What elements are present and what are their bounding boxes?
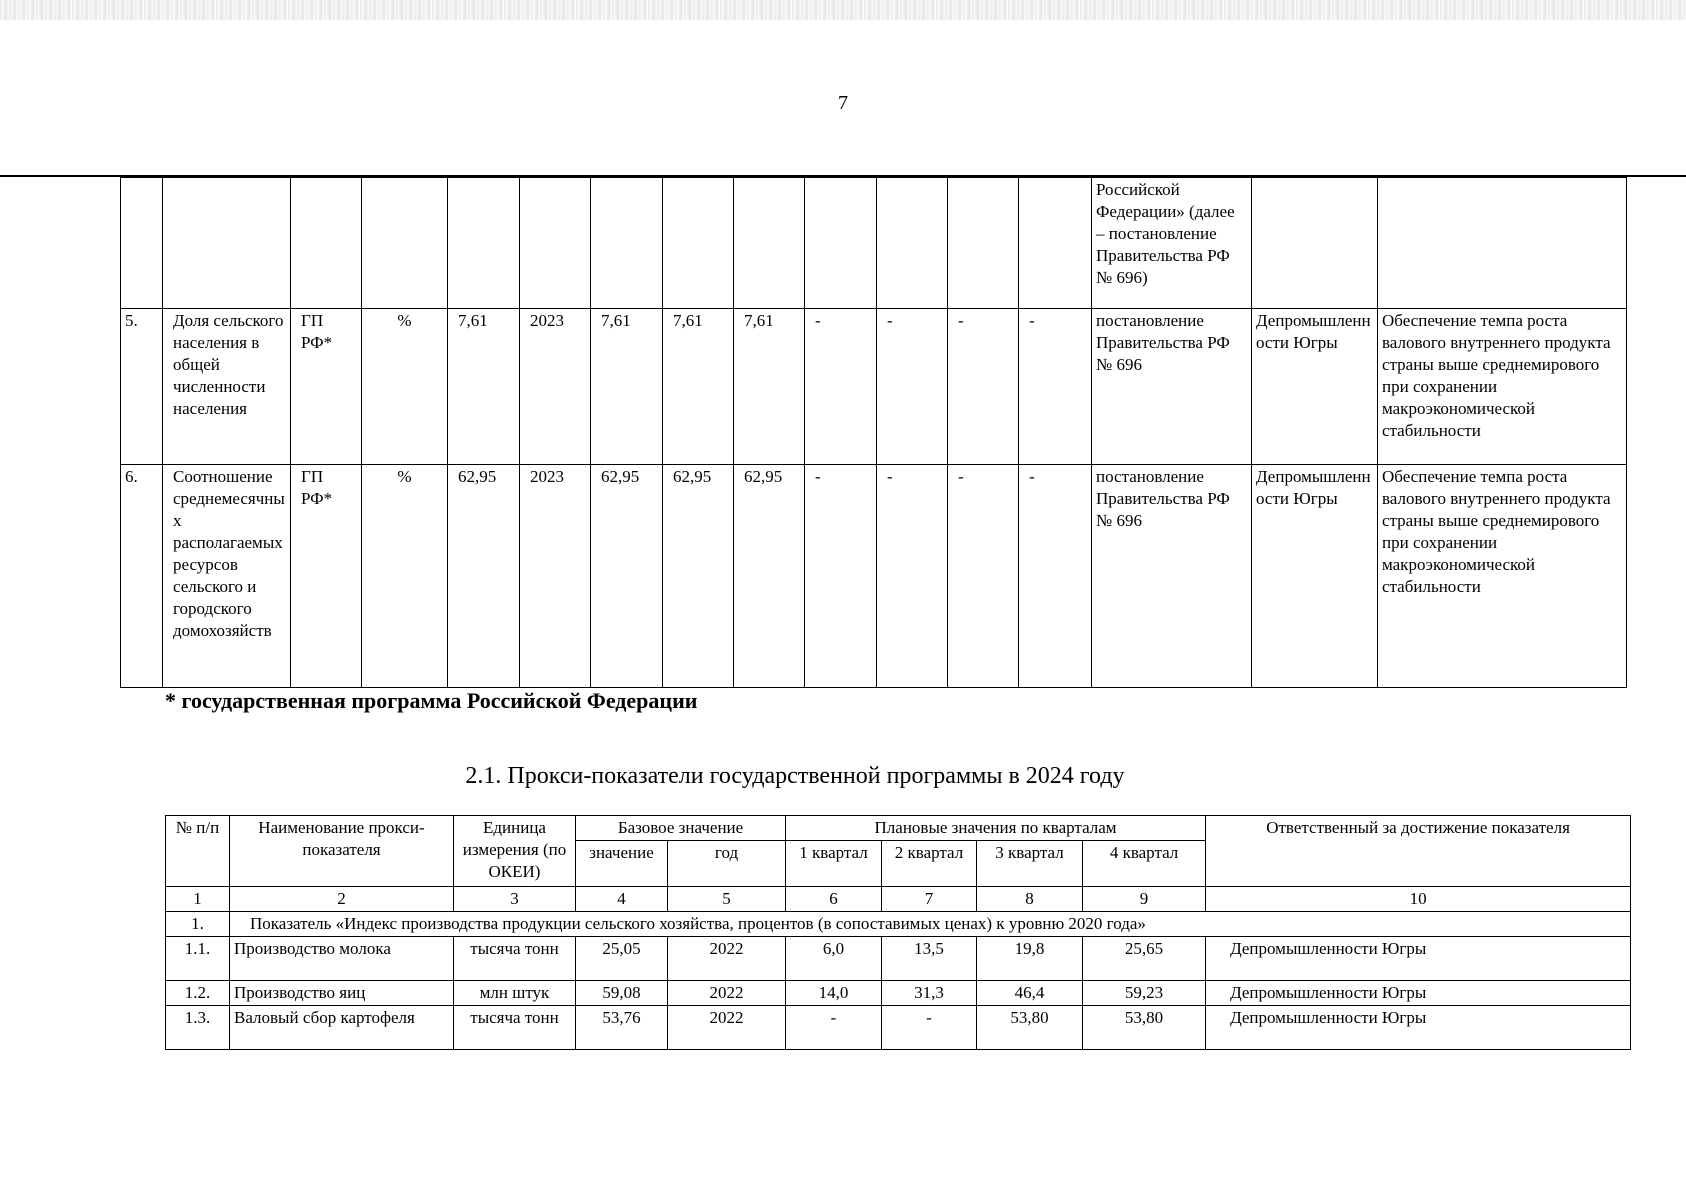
value-cell: 62,95 xyxy=(734,465,805,688)
table-cell xyxy=(448,178,520,309)
table-cell xyxy=(663,178,734,309)
header-q3: 3 квартал xyxy=(977,841,1083,887)
header-plan: Плановые значения по кварталам xyxy=(786,816,1206,841)
indicator-text: Показатель «Индекс производства продукции сельского хозяйства, процентов (в сопоставимых ценах) к уровню 2020 года» xyxy=(230,912,1631,937)
row-number: 1.2. xyxy=(166,981,230,1006)
indicator-level: ГП РФ* xyxy=(291,465,362,688)
indicator-row xyxy=(166,912,1631,937)
header-responsible: Ответственный за достижение показателя xyxy=(1206,816,1631,887)
value-cell: - xyxy=(1019,465,1092,688)
goal-cell: Обеспечение темпа роста валового внутреннего продукта страны выше среднемирового при сохранении макроэкономической стабильности xyxy=(1378,309,1627,465)
value-cell: - xyxy=(948,465,1019,688)
column-numbers-row xyxy=(166,887,1631,912)
q1-value: 6,0 xyxy=(786,937,882,981)
table-row xyxy=(166,937,1631,981)
q4-value: 53,80 xyxy=(1083,1006,1206,1050)
table-cell xyxy=(163,178,291,309)
indicators-table-continued xyxy=(120,177,1627,688)
responsible-cell: Депромышленности Югры xyxy=(1206,981,1631,1006)
q3-value: 46,4 xyxy=(977,981,1083,1006)
base-year: 2022 xyxy=(668,1006,786,1050)
value-cell: 7,61 xyxy=(734,309,805,465)
proxy-name: Производство молока xyxy=(230,937,454,981)
table-cell xyxy=(877,178,948,309)
base-year: 2022 xyxy=(668,981,786,1006)
document-cell: Российской Федерации» (далее – постановление Правительства РФ № 696) xyxy=(1092,178,1252,309)
section-title: 2.1. Прокси-показатели государственной программы в 2024 году xyxy=(465,763,1125,789)
base-value: 62,95 xyxy=(448,465,520,688)
proxy-unit: млн штук xyxy=(454,981,576,1006)
header-q4: 4 квартал xyxy=(1083,841,1206,887)
q3-value: 19,8 xyxy=(977,937,1083,981)
row-number: 1.3. xyxy=(166,1006,230,1050)
indicator-num: 1. xyxy=(166,912,230,937)
indicator-name: Доля сельского населения в общей численности населения xyxy=(163,309,291,465)
column-number: 8 xyxy=(977,887,1083,912)
table-cell xyxy=(734,178,805,309)
table-row xyxy=(166,981,1631,1006)
table-cell xyxy=(1252,178,1378,309)
column-number: 10 xyxy=(1206,887,1631,912)
responsible-cell: Депромышленности Югры xyxy=(1206,937,1631,981)
table-cell xyxy=(520,178,591,309)
base-value: 59,08 xyxy=(576,981,668,1006)
document-cell: постановление Правительства РФ № 696 xyxy=(1092,309,1252,465)
page-number: 7 xyxy=(838,92,848,114)
q1-value: 14,0 xyxy=(786,981,882,1006)
responsible-cell: Депромышленности Югры xyxy=(1252,309,1378,465)
scan-edge xyxy=(0,0,1686,20)
table-cell xyxy=(1019,178,1092,309)
header-q2: 2 квартал xyxy=(882,841,977,887)
indicator-name: Соотношение среднемесячных располагаемых ресурсов сельского и городского домохозяйств xyxy=(163,465,291,688)
q2-value: 13,5 xyxy=(882,937,977,981)
q2-value: 31,3 xyxy=(882,981,977,1006)
table-cell xyxy=(291,178,362,309)
table-cell xyxy=(121,178,163,309)
footnote: * государственная программа Российской Федерации xyxy=(165,688,698,713)
value-cell: - xyxy=(948,309,1019,465)
base-value: 7,61 xyxy=(448,309,520,465)
column-number: 5 xyxy=(668,887,786,912)
table-cell xyxy=(591,178,663,309)
value-cell: 62,95 xyxy=(663,465,734,688)
value-cell: - xyxy=(877,465,948,688)
header-base: Базовое значение xyxy=(576,816,786,841)
column-number: 4 xyxy=(576,887,668,912)
base-year: 2023 xyxy=(520,465,591,688)
proxy-name: Валовый сбор картофеля xyxy=(230,1006,454,1050)
table-cell xyxy=(362,178,448,309)
indicator-unit: % xyxy=(362,309,448,465)
base-value: 25,05 xyxy=(576,937,668,981)
q4-value: 59,23 xyxy=(1083,981,1206,1006)
column-number: 9 xyxy=(1083,887,1206,912)
document-cell: постановление Правительства РФ № 696 xyxy=(1092,465,1252,688)
header-unit: Единица измерения (по ОКЕИ) xyxy=(454,816,576,887)
base-year: 2023 xyxy=(520,309,591,465)
row-number: 5. xyxy=(121,309,163,465)
table-row xyxy=(121,465,1627,688)
column-number: 7 xyxy=(882,887,977,912)
header-name: Наименование прокси-показателя xyxy=(230,816,454,887)
responsible-cell: Депромышленности Югры xyxy=(1252,465,1378,688)
header-q1: 1 квартал xyxy=(786,841,882,887)
table-row xyxy=(121,178,1627,309)
q1-value: - xyxy=(786,1006,882,1050)
q2-value: - xyxy=(882,1006,977,1050)
value-cell: - xyxy=(805,309,877,465)
table-row xyxy=(166,1006,1631,1050)
proxy-indicators-table xyxy=(165,815,1631,1050)
value-cell: - xyxy=(877,309,948,465)
q3-value: 53,80 xyxy=(977,1006,1083,1050)
column-number: 2 xyxy=(230,887,454,912)
goal-cell: Обеспечение темпа роста валового внутреннего продукта страны выше среднемирового при сохранении макроэкономической стабильности xyxy=(1378,465,1627,688)
header-base-value: значение xyxy=(576,841,668,887)
column-number: 6 xyxy=(786,887,882,912)
table-cell xyxy=(1378,178,1627,309)
header-row xyxy=(166,816,1631,841)
column-number: 1 xyxy=(166,887,230,912)
base-value: 53,76 xyxy=(576,1006,668,1050)
value-cell: 62,95 xyxy=(591,465,663,688)
q4-value: 25,65 xyxy=(1083,937,1206,981)
value-cell: - xyxy=(1019,309,1092,465)
indicator-level: ГП РФ* xyxy=(291,309,362,465)
table-row xyxy=(121,309,1627,465)
value-cell: 7,61 xyxy=(663,309,734,465)
value-cell: - xyxy=(805,465,877,688)
column-number: 3 xyxy=(454,887,576,912)
proxy-unit: тысяча тонн xyxy=(454,937,576,981)
value-cell: 7,61 xyxy=(591,309,663,465)
header-base-year: год xyxy=(668,841,786,887)
proxy-unit: тысяча тонн xyxy=(454,1006,576,1050)
row-number: 6. xyxy=(121,465,163,688)
indicator-unit: % xyxy=(362,465,448,688)
row-number: 1.1. xyxy=(166,937,230,981)
table-cell xyxy=(805,178,877,309)
table-cell xyxy=(948,178,1019,309)
base-year: 2022 xyxy=(668,937,786,981)
header-num: № п/п xyxy=(166,816,230,887)
proxy-name: Производство яиц xyxy=(230,981,454,1006)
responsible-cell: Депромышленности Югры xyxy=(1206,1006,1631,1050)
